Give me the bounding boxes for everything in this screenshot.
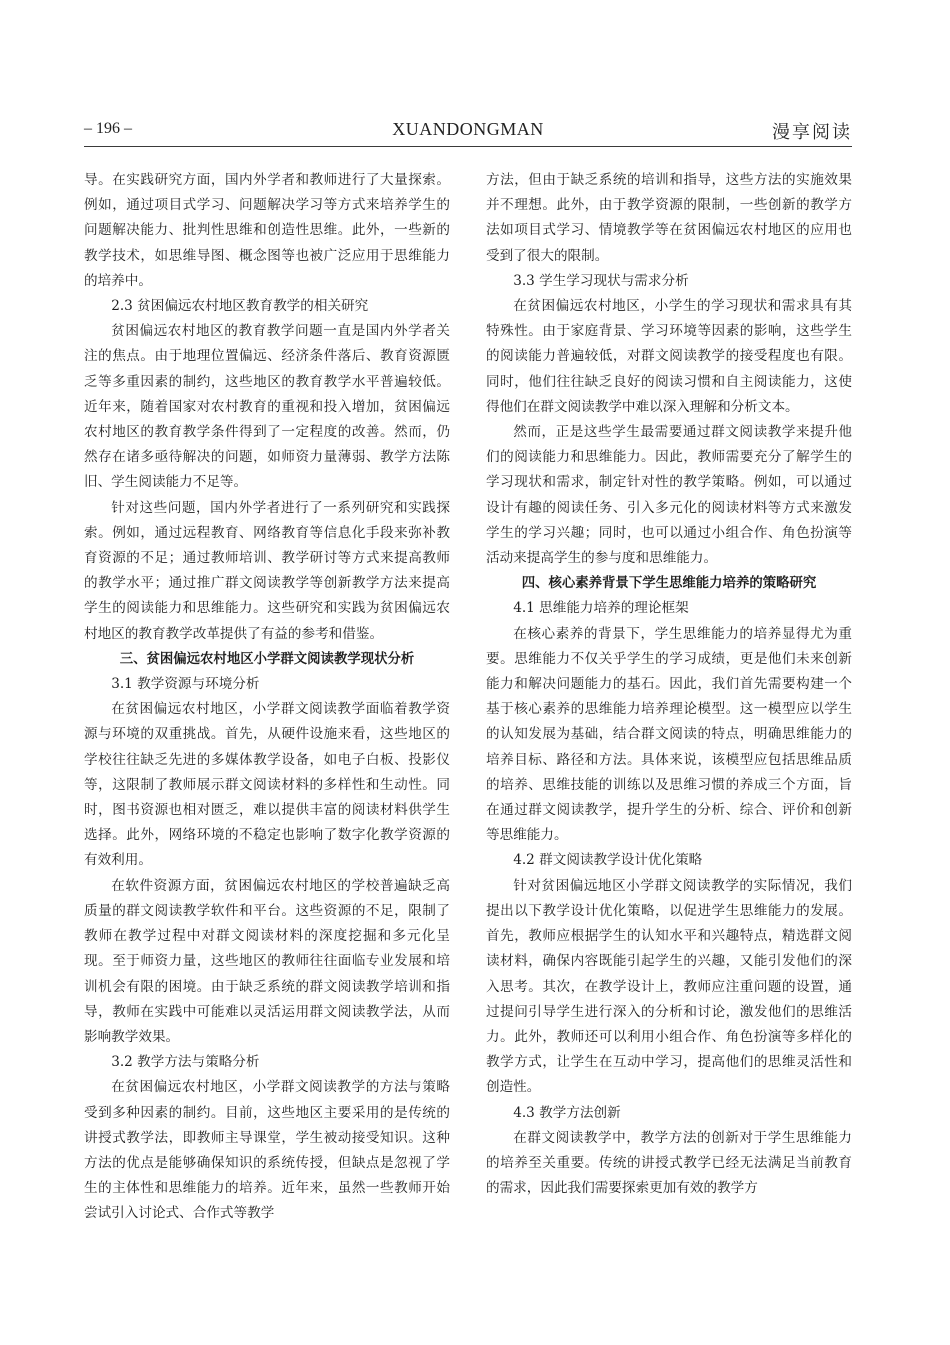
continued-paragraph: 导。在实践研究方面，国内外学者和教师进行了大量探索。例如，通过项目式学习、问题解决学习等方式来培养学生的问题解决能力、批判性思维和创造性思维。此外，一些新的教学技术，如思维导图、概念图等也被广泛应用于思维能力的培养中。: [84, 172, 450, 289]
subsection-heading: 4.2 群文阅读教学设计优化策略: [513, 852, 703, 869]
section-heading: 三、贫困偏远农村地区小学群文阅读教学现状分析: [119, 651, 415, 667]
subsection-heading: 2.3 贫困偏远农村地区教育教学的相关研究: [111, 298, 369, 315]
left-column: [84, 168, 450, 1227]
paragraph: 在贫困偏远农村地区，小学生的学习现状和需求具有其特殊性。由于家庭背景、学习环境等因素的影响，这些学生的阅读能力普遍较低，对群文阅读教学的接受程度也有限。同时，他们往往缺乏良好的阅读习惯和自主阅读能力，这使得他们在群文阅读教学中难以深入理解和分析文本。: [486, 298, 852, 415]
page-number: – 196 –: [84, 120, 132, 137]
paragraph: 针对贫困偏远地区小学群文阅读教学的实际情况，我们提出以下教学设计优化策略，以促进学生思维能力的发展。首先，教师应根据学生的认知水平和兴趣特点，精选群文阅读材料，确保内容既能引起学生的兴趣，又能引发他们的深入思考。其次，在教学设计上，教师应注重问题的设置，通过提问引导学生进行深入的分析和讨论，激发他们的思维活力。此外，教师还可以利用小组合作、角色扮演等多样化的教学方式，让学生在互动中学习，提高他们的思维灵活性和创造性。: [486, 877, 852, 1096]
subsection-heading: 3.3 学生学习现状与需求分析: [513, 272, 689, 289]
paragraph: 贫困偏远农村地区的教育教学问题一直是国内外学者关注的焦点。由于地理位置偏远、经济条件落后、教育资源匮乏等多重因素的制约，这些地区的教育教学水平普遍较低。近年来，随着国家对农村教育的重视和投入增加，贫困偏远农村地区的教育教学条件得到了一定程度的改善。然而，仍然存在诸多亟待解决的问题，如师资力量薄弱、教学方法陈旧、学生阅读能力不足等。: [84, 323, 450, 491]
journal-name: XUANDONGMAN: [392, 119, 544, 139]
page-header: [84, 118, 852, 147]
paragraph: 在核心素养的背景下，学生思维能力的培养显得尤为重要。思维能力不仅关乎学生的学习成绩，更是他们未来创新能力和解决问题能力的基石。因此，我们首先需要构建一个基于核心素养的思维能力培养理论模型。这一模型应以学生的认知发展为基础，结合群文阅读的特点，明确思维能力的培养目标、路径和方法。具体来说，该模型应包括思维品质的培养、思维技能的训练以及思维习惯的养成三个方面，旨在通过群文阅读教学，提升学生的分析、综合、评价和创新等思维能力。: [486, 625, 852, 844]
subsection-heading: 3.1 教学资源与环境分析: [111, 676, 260, 693]
paragraph: 在软件资源方面，贫困偏远农村地区的学校普遍缺乏高质量的群文阅读教学软件和平台。这些资源的不足，限制了教师在教学过程中对群文阅读材料的深度挖掘和多元化呈现。至于师资力量，这些地区的教师往往面临专业发展和培训机会有限的困境。由于缺乏系统的群文阅读教学培训和指导，教师在实践中可能难以灵活运用群文阅读教学法，从而影响教学效果。: [84, 877, 450, 1045]
right-column: [486, 168, 852, 1201]
subsection-heading: 3.2 教学方法与策略分析: [111, 1054, 260, 1071]
subsection-heading: 4.1 思维能力培养的理论框架: [513, 600, 689, 617]
paragraph: 在群文阅读教学中，教学方法的创新对于学生思维能力的培养至关重要。传统的讲授式教学已经无法满足当前教育的需求，因此我们需要探索更加有效的教学方: [486, 1129, 852, 1197]
paragraph: 在贫困偏远农村地区，小学群文阅读教学的方法与策略受到多种因素的制约。目前，这些地区主要采用的是传统的讲授式教学法，即教师主导课堂，学生被动接受知识。这种方法的优点是能够确保知识的系统传授，但缺点是忽视了学生的主体性和思维能力的培养。近年来，虽然一些教师开始尝试引入讨论式、合作式等教学: [84, 1079, 450, 1222]
continued-paragraph: 方法，但由于缺乏系统的培训和指导，这些方法的实施效果并不理想。此外，由于教学资源的限制，一些创新的教学方法如项目式学习、情境教学等在贫困偏远农村地区的应用也受到了很大的限制。: [486, 172, 852, 264]
paragraph: 在贫困偏远农村地区，小学群文阅读教学面临着教学资源与环境的双重挑战。首先，从硬件设施来看，这些地区的学校往往缺乏先进的多媒体教学设备，如电子白板、投影仪等，这限制了教师展示群文阅读材料的多样性和生动性。同时，图书资源也相对匮乏，难以提供丰富的阅读材料供学生选择。此外，网络环境的不稳定也影响了数字化教学资源的有效利用。: [84, 701, 450, 869]
paragraph: 然而，正是这些学生最需要通过群文阅读教学来提升他们的阅读能力和思维能力。因此，教师需要充分了解学生的学习现状和需求，制定针对性的教学策略。例如，可以通过设计有趣的阅读任务、引入多元化的阅读材料等方式来激发学生的学习兴趣；同时，也可以通过小组合作、角色扮演等活动来提高学生的参与度和思维能力。: [486, 424, 852, 567]
subsection-heading: 4.3 教学方法创新: [513, 1104, 621, 1121]
paragraph: 针对这些问题，国内外学者进行了一系列研究和实践探索。例如，通过远程教育、网络教育等信息化手段来弥补教育资源的不足；通过教师培训、教学研讨等方式来提高教师的教学水平；通过推广群文阅读教学等创新教学方法来提高学生的阅读能力和思维能力。这些研究和实践为贫困偏远农村地区的教育教学改革提供了有益的参考和借鉴。: [84, 499, 450, 642]
journal-chinese-name: 漫享阅读: [772, 122, 852, 143]
section-heading: 四、核心素养背景下学生思维能力培养的策略研究: [521, 576, 817, 592]
